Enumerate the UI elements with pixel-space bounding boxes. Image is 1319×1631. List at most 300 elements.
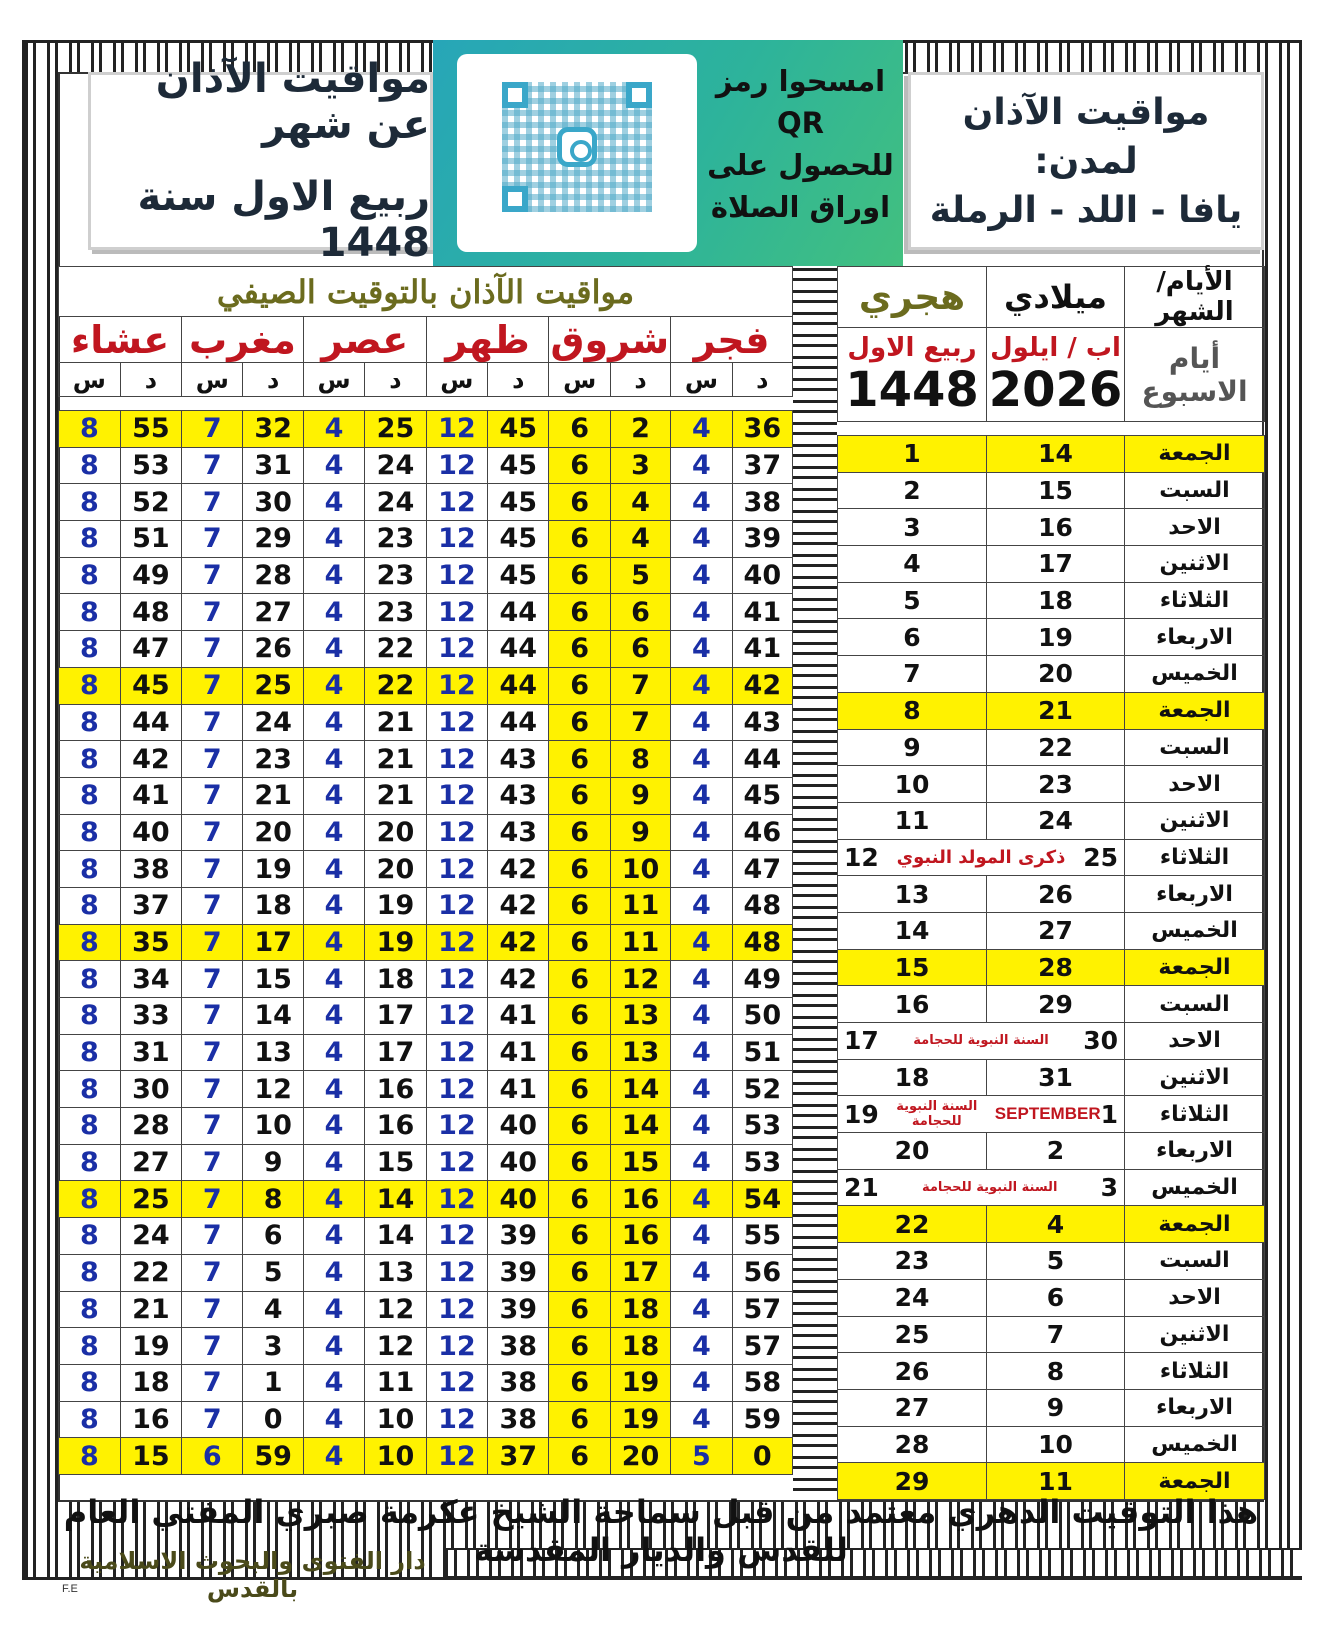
minutes-cell: 22 — [120, 1254, 181, 1291]
minutes-cell: 21 — [365, 741, 426, 778]
minutes-cell: 55 — [732, 1218, 792, 1255]
hours-cell: 8 — [59, 887, 121, 924]
minutes-cell: 22 — [365, 631, 426, 668]
hijri-day: 19 — [844, 1099, 879, 1129]
hijri-day: 26 — [838, 1353, 987, 1390]
hijri-day: 17 — [844, 1026, 879, 1056]
minutes-cell: 15 — [610, 1144, 670, 1181]
minutes-cell: 46 — [732, 814, 792, 851]
hijri-day: 12 — [844, 842, 879, 872]
minutes-cell: 35 — [120, 924, 181, 961]
hours-cell: 7 — [182, 557, 243, 594]
prayer-times-table — [58, 266, 793, 1475]
gregorian-day: 25 — [1083, 842, 1118, 872]
event-note: السنة النبوية للحجامة — [921, 1180, 1058, 1196]
hours-cell: 6 — [549, 814, 610, 851]
hours-cell: 4 — [303, 484, 364, 521]
table-row — [838, 949, 1265, 986]
hours-cell: 6 — [549, 594, 610, 631]
gregorian-day: 23 — [987, 766, 1125, 803]
table-row — [59, 1254, 793, 1291]
date-note-cell — [838, 1023, 1125, 1060]
hours-cell: 12 — [426, 411, 487, 448]
table-banner: مواقيت الآذان بالتوقيت الصيفي — [59, 267, 793, 317]
hours-cell: 12 — [426, 887, 487, 924]
hours-cell: 4 — [303, 1144, 364, 1181]
weekdays-label-cell — [1125, 328, 1265, 422]
col-days-header: الأيام/الشهر — [1125, 267, 1265, 328]
minutes-cell: 41 — [488, 1034, 549, 1071]
hours-cell: 4 — [671, 1218, 732, 1255]
weekday-cell: الاحد — [1125, 1279, 1265, 1316]
hours-cell: 4 — [303, 1071, 364, 1108]
minutes-cell: 16 — [610, 1181, 670, 1218]
gregorian-day: 8 — [987, 1353, 1125, 1390]
minutes-cell: 6 — [610, 631, 670, 668]
hours-cell: 4 — [303, 631, 364, 668]
cities-label: لمدن: — [1034, 140, 1138, 182]
minutes-cell: 5 — [610, 557, 670, 594]
minutes-cell: 44 — [488, 667, 549, 704]
hours-cell: 7 — [182, 814, 243, 851]
minutes-cell: 43 — [488, 814, 549, 851]
hours-cell: 8 — [59, 1218, 121, 1255]
weekday-cell: السبت — [1125, 472, 1265, 509]
hours-cell: 6 — [549, 777, 610, 814]
hours-cell: 6 — [549, 998, 610, 1035]
minutes-cell: 14 — [243, 998, 303, 1035]
hours-cell: 12 — [426, 961, 487, 998]
minutes-cell: 6 — [610, 594, 670, 631]
hours-cell: 7 — [182, 1034, 243, 1071]
hours-cell: 6 — [549, 1401, 610, 1438]
table-row — [59, 1291, 793, 1328]
hours-cell: 6 — [549, 1218, 610, 1255]
weekday-cell: الجمعة — [1125, 436, 1265, 473]
hours-cell: 4 — [671, 814, 732, 851]
weekday-cell: الثلاثاء — [1125, 582, 1265, 619]
minutes-cell: 20 — [365, 851, 426, 888]
hours-cell: 7 — [182, 851, 243, 888]
hours-cell: 4 — [671, 851, 732, 888]
hours-cell: 8 — [59, 1438, 121, 1475]
table-row — [59, 887, 793, 924]
gregorian-day: 17 — [987, 546, 1125, 583]
minutes-cell: 9 — [243, 1144, 303, 1181]
hijri-day: 22 — [838, 1206, 987, 1243]
table-row — [838, 986, 1265, 1023]
hours-cell: 7 — [182, 1291, 243, 1328]
hijri-day: 4 — [838, 546, 987, 583]
minutes-cell: 4 — [243, 1291, 303, 1328]
hours-cell: 8 — [59, 741, 121, 778]
weekday-cell: السبت — [1125, 729, 1265, 766]
hijri-day: 7 — [838, 656, 987, 693]
minutes-cell: 7 — [610, 704, 670, 741]
minutes-cell: 3 — [243, 1328, 303, 1365]
minutes-cell: 40 — [488, 1144, 549, 1181]
hijri-day: 25 — [838, 1316, 987, 1353]
dates-table — [837, 266, 1265, 1500]
minutes-cell: 27 — [120, 1144, 181, 1181]
minutes-cell: 45 — [488, 557, 549, 594]
minutes-cell: 3 — [610, 447, 670, 484]
hours-cell: 6 — [549, 1364, 610, 1401]
hours-cell: 4 — [671, 521, 732, 558]
hours-cell: 12 — [426, 1181, 487, 1218]
minutes-cell: 44 — [488, 594, 549, 631]
event-note: السنة النبوية للحجامة — [896, 1099, 978, 1130]
table-row — [59, 484, 793, 521]
minutes-cell: 38 — [488, 1401, 549, 1438]
minutes-cell: 40 — [488, 1108, 549, 1145]
table-row — [838, 656, 1265, 693]
weekday-cell: الجمعة — [1125, 692, 1265, 729]
minutes-cell: 37 — [732, 447, 792, 484]
table-row — [59, 1108, 793, 1145]
table-row — [59, 1328, 793, 1365]
minutes-cell: 11 — [365, 1364, 426, 1401]
hours-cell: 7 — [182, 998, 243, 1035]
weekday-cell: الاربعاء — [1125, 876, 1265, 913]
minutes-cell: 47 — [120, 631, 181, 668]
hours-cell: 7 — [182, 484, 243, 521]
hours-cell: 8 — [59, 1034, 121, 1071]
minutes-cell: 28 — [120, 1108, 181, 1145]
gregorian-day: 24 — [987, 802, 1125, 839]
qr-instructions — [703, 60, 898, 228]
weekday-cell: الثلاثاء — [1125, 1096, 1265, 1133]
minutes-cell: 1 — [243, 1364, 303, 1401]
minutes-cell: 10 — [365, 1401, 426, 1438]
hours-label: س — [549, 363, 610, 397]
date-note-wrap — [838, 1173, 1124, 1202]
minutes-cell: 15 — [243, 961, 303, 998]
hours-cell: 12 — [426, 1438, 487, 1475]
gregorian-day: 2 — [987, 1133, 1125, 1170]
hijri-month: ربيع الاول — [847, 332, 977, 363]
hours-cell: 12 — [426, 1328, 487, 1365]
minutes-cell: 45 — [488, 447, 549, 484]
minutes-cell: 12 — [610, 961, 670, 998]
minutes-cell: 15 — [365, 1144, 426, 1181]
cities-list: يافا - اللد - الرملة — [929, 189, 1243, 231]
minutes-cell: 51 — [120, 521, 181, 558]
weekday-cell: الخميس — [1125, 1169, 1265, 1206]
hours-cell: 4 — [671, 741, 732, 778]
minutes-cell: 28 — [243, 557, 303, 594]
gregorian-day: 16 — [987, 509, 1125, 546]
hours-cell: 8 — [59, 667, 121, 704]
hours-label: س — [59, 363, 121, 397]
event-note: السنة النبوية للحجامة — [913, 1033, 1049, 1049]
minutes-cell: 23 — [365, 521, 426, 558]
minutes-cell: 38 — [488, 1364, 549, 1401]
table-row — [838, 546, 1265, 583]
gregorian-day: 14 — [987, 436, 1125, 473]
weekday-cell: السبت — [1125, 986, 1265, 1023]
hours-cell: 4 — [671, 998, 732, 1035]
hours-cell: 6 — [549, 484, 610, 521]
table-row — [59, 1401, 793, 1438]
weekday-cell: الاربعاء — [1125, 1133, 1265, 1170]
minutes-cell: 40 — [120, 814, 181, 851]
weekday-cell: الاثنين — [1125, 802, 1265, 839]
hours-cell: 12 — [426, 1108, 487, 1145]
minutes-cell: 16 — [120, 1401, 181, 1438]
hours-cell: 6 — [549, 704, 610, 741]
hours-cell: 12 — [426, 557, 487, 594]
table-row — [838, 692, 1265, 729]
table-row — [59, 741, 793, 778]
hours-cell: 4 — [303, 1181, 364, 1218]
hours-cell: 12 — [426, 777, 487, 814]
hours-cell: 12 — [426, 1034, 487, 1071]
hours-cell: 4 — [671, 777, 732, 814]
gregorian-day: 27 — [987, 912, 1125, 949]
minutes-cell: 19 — [243, 851, 303, 888]
date-note-wrap — [838, 1099, 1124, 1129]
hours-cell: 8 — [59, 704, 121, 741]
hours-cell: 4 — [671, 1254, 732, 1291]
hours-cell: 6 — [549, 631, 610, 668]
minutes-cell: 49 — [120, 557, 181, 594]
hours-cell: 4 — [303, 521, 364, 558]
gregorian-day: 30 — [1083, 1026, 1118, 1056]
minutes-cell: 21 — [243, 777, 303, 814]
hours-cell: 8 — [59, 484, 121, 521]
hours-cell: 4 — [303, 924, 364, 961]
hours-cell: 12 — [426, 594, 487, 631]
hours-cell: 8 — [59, 1364, 121, 1401]
hours-cell: 4 — [303, 1218, 364, 1255]
hours-cell: 7 — [182, 521, 243, 558]
minutes-cell: 30 — [120, 1071, 181, 1108]
table-row — [838, 619, 1265, 656]
hours-cell: 12 — [426, 924, 487, 961]
hours-cell: 4 — [671, 924, 732, 961]
hijri-day: 6 — [838, 619, 987, 656]
table-row — [838, 1096, 1265, 1133]
minutes-cell: 9 — [610, 777, 670, 814]
minutes-cell: 18 — [120, 1364, 181, 1401]
hours-cell: 4 — [303, 411, 364, 448]
minutes-cell: 21 — [120, 1291, 181, 1328]
table-row — [59, 411, 793, 448]
minutes-cell: 6 — [243, 1218, 303, 1255]
hours-cell: 12 — [426, 484, 487, 521]
hours-cell: 12 — [426, 1364, 487, 1401]
table-row — [838, 912, 1265, 949]
hours-cell: 4 — [671, 704, 732, 741]
minutes-cell: 44 — [488, 631, 549, 668]
minutes-cell: 45 — [732, 777, 792, 814]
gregorian-day: 7 — [987, 1316, 1125, 1353]
minutes-cell: 0 — [243, 1401, 303, 1438]
table-row — [59, 924, 793, 961]
table-row — [59, 1181, 793, 1218]
decorative-divider — [793, 266, 837, 1491]
hours-cell: 4 — [671, 1108, 732, 1145]
minutes-cell: 25 — [243, 667, 303, 704]
hijri-day: 14 — [838, 912, 987, 949]
hours-cell: 6 — [549, 521, 610, 558]
hours-cell: 8 — [59, 447, 121, 484]
hours-cell: 4 — [671, 1181, 732, 1218]
prayer-name-header: ظهر — [426, 317, 549, 363]
gregorian-day: 1 — [1100, 1099, 1118, 1129]
hours-cell: 12 — [426, 1071, 487, 1108]
col-hijri-header: هجري — [838, 267, 987, 328]
weekday-cell: الخميس — [1125, 1426, 1265, 1463]
hours-cell: 6 — [549, 557, 610, 594]
hijri-day: 13 — [838, 876, 987, 913]
minutes-cell: 38 — [732, 484, 792, 521]
minutes-cell: 39 — [488, 1291, 549, 1328]
weekday-cell: الاربعاء — [1125, 1389, 1265, 1426]
table-row — [59, 521, 793, 558]
qr-code-icon[interactable] — [502, 82, 652, 212]
hours-cell: 7 — [182, 1071, 243, 1108]
hours-cell: 4 — [303, 961, 364, 998]
hours-cell: 8 — [59, 814, 121, 851]
instagram-icon — [557, 127, 597, 167]
hours-cell: 5 — [671, 1438, 732, 1475]
hijri-header-cell — [838, 328, 987, 422]
hours-cell: 12 — [426, 998, 487, 1035]
minutes-cell: 42 — [488, 887, 549, 924]
date-note-cell — [838, 1096, 1125, 1133]
hours-cell: 7 — [182, 447, 243, 484]
hours-cell: 8 — [59, 1328, 121, 1365]
gregorian-day: 29 — [987, 986, 1125, 1023]
minutes-label: د — [732, 363, 792, 397]
minutes-cell: 19 — [365, 924, 426, 961]
minutes-cell: 9 — [610, 814, 670, 851]
minutes-cell: 13 — [610, 1034, 670, 1071]
weekday-cell: الاحد — [1125, 766, 1265, 803]
hijri-day: 23 — [838, 1243, 987, 1280]
hijri-day: 16 — [838, 986, 987, 1023]
cities-title: مواقيت الآذان — [962, 91, 1210, 133]
table-row — [59, 667, 793, 704]
minutes-cell: 53 — [732, 1108, 792, 1145]
gregorian-day: 6 — [987, 1279, 1125, 1316]
hours-cell: 6 — [549, 1181, 610, 1218]
footer-approval: هذا التوقيت الدهري معتمد من قبل سماحة الشيخ عكرمة صبري المفتي العام للقدس والديار المقدسة — [63, 1493, 1259, 1569]
minutes-cell: 42 — [488, 961, 549, 998]
gregorian-day: 19 — [987, 619, 1125, 656]
hijri-day: 20 — [838, 1133, 987, 1170]
col-gregorian-header: ميلادي — [987, 267, 1125, 328]
minutes-cell: 4 — [610, 484, 670, 521]
minutes-cell: 18 — [610, 1328, 670, 1365]
minutes-label: د — [610, 363, 670, 397]
qr-text-line: للحصول على — [707, 148, 894, 182]
gregorian-day: 4 — [987, 1206, 1125, 1243]
hours-cell: 4 — [303, 741, 364, 778]
minutes-cell: 8 — [610, 741, 670, 778]
minutes-cell: 16 — [365, 1071, 426, 1108]
hours-cell: 8 — [59, 1071, 121, 1108]
hours-cell: 4 — [303, 1108, 364, 1145]
minutes-cell: 40 — [488, 1181, 549, 1218]
table-row — [59, 594, 793, 631]
gregorian-day: 15 — [987, 472, 1125, 509]
hours-cell: 7 — [182, 411, 243, 448]
minutes-cell: 41 — [732, 594, 792, 631]
table-row — [59, 557, 793, 594]
hours-cell: 4 — [303, 777, 364, 814]
hours-cell: 7 — [182, 741, 243, 778]
minutes-cell: 41 — [488, 1071, 549, 1108]
minutes-cell: 57 — [732, 1328, 792, 1365]
hijri-day: 28 — [838, 1426, 987, 1463]
hours-cell: 6 — [549, 924, 610, 961]
minutes-cell: 50 — [732, 998, 792, 1035]
weekday-cell: الاحد — [1125, 509, 1265, 546]
minutes-cell: 17 — [365, 1034, 426, 1071]
minutes-cell: 52 — [120, 484, 181, 521]
month-title: مواقيت الآذان عن شهر — [155, 56, 430, 148]
hours-cell: 8 — [59, 961, 121, 998]
minutes-cell: 29 — [243, 521, 303, 558]
minutes-cell: 43 — [732, 704, 792, 741]
weekday-cell: الاربعاء — [1125, 619, 1265, 656]
weekday-cell: الثلاثاء — [1125, 839, 1265, 876]
hours-cell: 7 — [182, 1218, 243, 1255]
minutes-cell: 42 — [488, 851, 549, 888]
table-row — [59, 1364, 793, 1401]
hours-cell: 12 — [426, 667, 487, 704]
minutes-cell: 13 — [610, 998, 670, 1035]
gregorian-day: 3 — [1100, 1173, 1118, 1203]
hours-cell: 4 — [303, 1034, 364, 1071]
gregorian-day: 10 — [987, 1426, 1125, 1463]
hijri-day: 3 — [838, 509, 987, 546]
hijri-day: 2 — [838, 472, 987, 509]
minutes-label: د — [120, 363, 181, 397]
gregorian-day: 18 — [987, 582, 1125, 619]
minutes-label: د — [365, 363, 426, 397]
gregorian-day: 26 — [987, 876, 1125, 913]
qr-text-line: امسحوا رمز — [715, 64, 886, 98]
hours-cell: 8 — [59, 1254, 121, 1291]
hours-cell: 4 — [671, 1291, 732, 1328]
minutes-cell: 42 — [488, 924, 549, 961]
table-row — [838, 729, 1265, 766]
weekday-cell: الاثنين — [1125, 1059, 1265, 1096]
qr-finder-icon — [502, 186, 528, 212]
hours-cell: 4 — [303, 1438, 364, 1475]
minutes-cell: 34 — [120, 961, 181, 998]
hours-cell: 4 — [671, 887, 732, 924]
hours-cell: 6 — [549, 447, 610, 484]
minutes-cell: 16 — [610, 1218, 670, 1255]
minutes-cell: 4 — [610, 521, 670, 558]
minutes-cell: 39 — [732, 521, 792, 558]
minutes-cell: 37 — [120, 887, 181, 924]
hours-cell: 6 — [182, 1438, 243, 1475]
minutes-cell: 41 — [120, 777, 181, 814]
hours-cell: 6 — [549, 1108, 610, 1145]
minutes-label: د — [488, 363, 549, 397]
minutes-cell: 58 — [732, 1364, 792, 1401]
minutes-cell: 11 — [610, 924, 670, 961]
hours-cell: 7 — [182, 667, 243, 704]
minutes-cell: 13 — [243, 1034, 303, 1071]
qr-card[interactable] — [457, 54, 697, 252]
